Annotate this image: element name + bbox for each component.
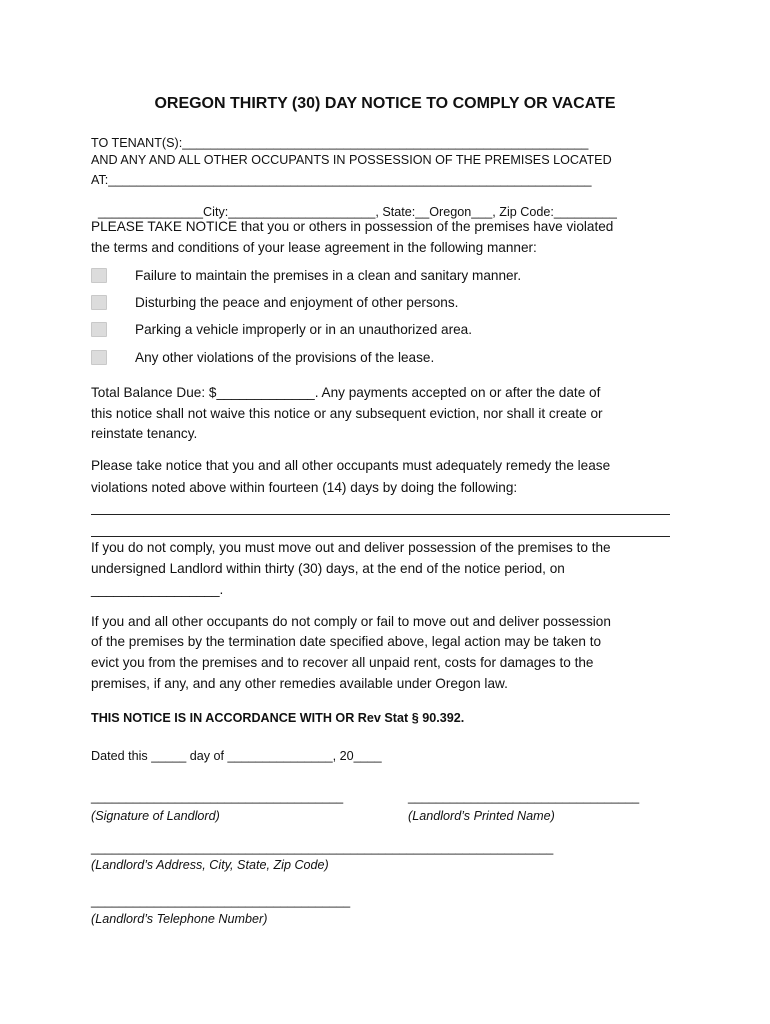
remedy-blank-2[interactable] — [91, 536, 670, 537]
signature-label: (Signature of Landlord) — [91, 809, 220, 823]
comply-line-1: If you do not comply, you must move out and deliver possession of the premises to the — [91, 540, 611, 555]
statute-notice: THIS NOTICE IS IN ACCORDANCE WITH OR Rev Stat § 90.392. — [91, 711, 465, 725]
balance-line-2: this notice shall not waive this notice or any subsequent eviction, nor shall it create or — [91, 406, 603, 421]
violation-label-4: Any other violations of the provisions of the lease. — [135, 350, 435, 365]
landlord-phone-line[interactable]: _____________________________________ — [91, 894, 351, 908]
dated-line[interactable]: Dated this _____ day of _______________, 20____ — [91, 749, 382, 763]
zip-field[interactable]: , Zip Code:_________ — [492, 204, 617, 219]
remedy-blank-1[interactable] — [91, 514, 670, 515]
printed-name-line[interactable]: _________________________________ — [408, 790, 640, 804]
remedy-line-2: violations noted above within fourteen (14) days by doing the following: — [91, 480, 518, 495]
signature-line[interactable]: ____________________________________ — [91, 790, 344, 804]
address-line[interactable] — [91, 193, 617, 218]
printed-name-label: (Landlord’s Printed Name) — [408, 809, 555, 823]
notice-line-2: the terms and conditions of your lease agreement in the following manner: — [91, 240, 537, 255]
legal-line-1: If you and all other occupants do not comply or fail to move out and deliver possession — [91, 614, 611, 629]
legal-line-4: premises, if any, and any other remedies available under Oregon law. — [91, 676, 508, 691]
balance-line-1[interactable]: Total Balance Due: $_____________. Any payments accepted on or after the date of — [91, 385, 601, 400]
violation-label-3: Parking a vehicle improperly or in an unauthorized area. — [135, 322, 473, 337]
legal-line-3: evict you from the premises and to recover all unpaid rent, costs for damages to the — [91, 655, 594, 670]
comply-date-field[interactable]: _________________. — [91, 582, 224, 597]
occupants-line: AND ANY AND ALL OTHER OCCUPANTS IN POSSESSION OF THE PREMISES LOCATED — [91, 153, 612, 167]
violation-label-1: Failure to maintain the premises in a clean and sanitary manner. — [135, 268, 522, 283]
city-field[interactable]: _______________City:_____________________, State: — [98, 204, 416, 219]
violation-checkbox-3[interactable] — [91, 322, 107, 337]
balance-line-3: reinstate tenancy. — [91, 426, 198, 441]
violation-label-2: Disturbing the peace and enjoyment of other persons. — [135, 295, 459, 310]
comply-line-2: undersigned Landlord within thirty (30) days, at the end of the notice period, on — [91, 561, 565, 576]
landlord-phone-label: (Landlord’s Telephone Number) — [91, 912, 268, 926]
notice-line-1: PLEASE TAKE NOTICE that you or others in possession of the premises have violated — [91, 219, 614, 234]
legal-line-2: of the premises by the termination date specified above, legal action may be taken to — [91, 634, 602, 649]
landlord-address-label: (Landlord’s Address, City, State, Zip Code) — [91, 858, 329, 872]
landlord-address-line[interactable]: __________________________________________________________________ — [91, 841, 554, 855]
tenant-line[interactable]: TO TENANT(S):__________________________________________________________ — [91, 136, 589, 150]
state-value[interactable]: __Oregon___ — [415, 204, 493, 219]
violation-checkbox-2[interactable] — [91, 295, 107, 310]
violation-checkbox-4[interactable] — [91, 350, 107, 365]
violation-checkbox-1[interactable] — [91, 268, 107, 283]
remedy-line-1: Please take notice that you and all other occupants must adequately remedy the lease — [91, 458, 611, 473]
premises-at-line[interactable]: AT:_____________________________________________________________________ — [91, 173, 592, 187]
page-title: OREGON THIRTY (30) DAY NOTICE TO COMPLY OR VACATE — [154, 95, 616, 112]
